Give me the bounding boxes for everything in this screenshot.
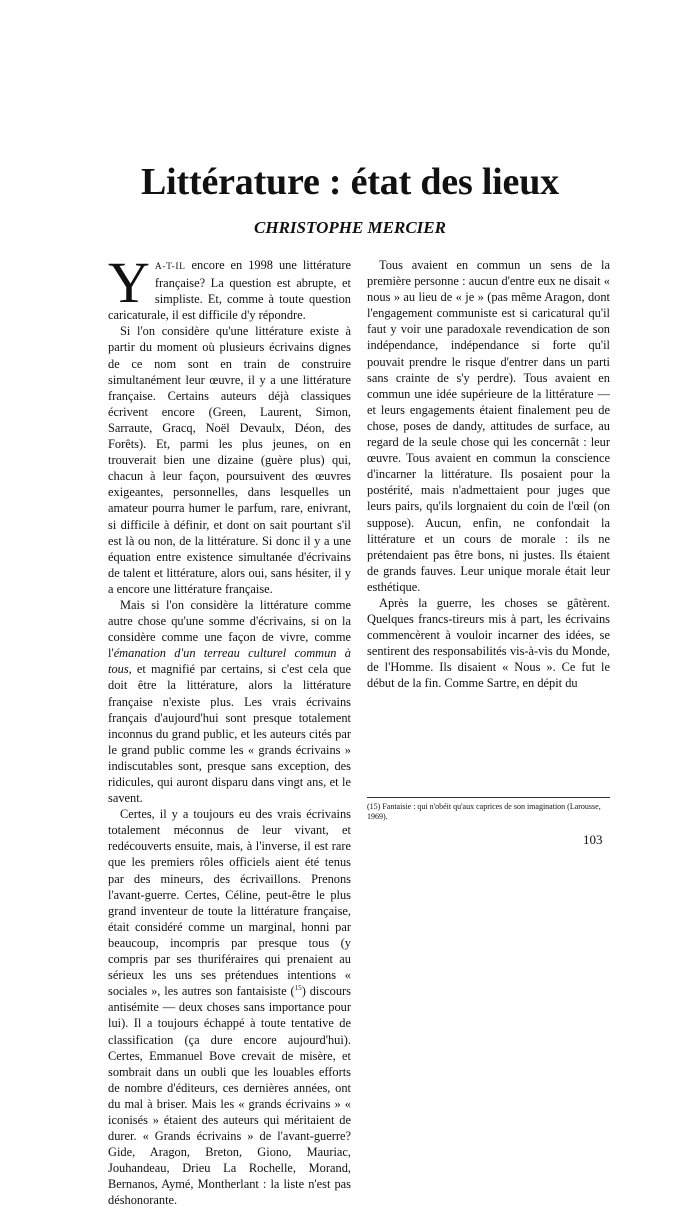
paragraph-4-text-b: ) discours antisémite — deux choses sans importance pour lui). Il a toujours échappé à toute tentative de classification (ça dure encore aujourd'hui). Certes, Emmanuel Bove crevait de misère, et sombrait dans un oubli que les louables efforts de nombre d'éditeurs, ces dernières années, ont du mal à briser. Mais les « grands écrivains » « iconisés » étaient des auteurs qui méritaient de durer. « Grands écrivains » de l'avant-guerre? Gide, Aragon, Breton, Giono, Mauriac, Jouhandeau, Drieu La Rochelle, Morand, Bernanos, Aymé, Montherlant : la liste n'est pas déshonorante. (108, 984, 351, 1208)
paragraph-4 (108, 806, 351, 1208)
article-author: CHRISTOPHE MERCIER (254, 218, 446, 237)
page-number: 103 (583, 832, 603, 847)
paragraph-5: Tous avaient en commun un sens de la première personne : aucun d'entre eux ne disait « nous » au lieu de « je » (pas même Aragon, dont l'engagement communiste est si caricatural qu'il faut y voir une paradoxale revendication de son indépendance, indépendance si forte qu'il pouvait prendre le risque d'entrer dans un parti sans crainte de s'y perdre). Tous avaient en commun une idée supérieure de la littérature — et leurs engagements étaient finalement peu de chose, poses de dandy, attitudes de surface, au regard de la seule chose qui les concernât : leur œuvre. Tous avaient en commun la conscience d'incarner la littérature. Ils posaient pour la postérité, mais n'admettaient pour juges que leurs pairs, qu'ils lorgnaient du coin de l'œil (on suppose). Aucun, enfin, ne confondait la littérature et un cours de morale : ils ne prétendaient pas être bons, ni justes. Ils étaient de grands fauves. Leur unique morale était leur esthétique. (367, 258, 610, 594)
opening-smallcaps: A-T-IL (154, 262, 186, 272)
paragraph-opening (108, 250, 351, 323)
column-left (108, 250, 351, 1209)
footnote: (15) Fantaisie : qui n'obéit qu'aux caprices de son imagination (Larousse, 1969). (367, 797, 610, 822)
drop-cap: Y (108, 250, 150, 315)
paragraph-3 (108, 597, 351, 806)
article-title: Littérature : état des lieux (141, 161, 559, 203)
footnote-ref: 15 (294, 984, 302, 993)
opening-text: encore en 1998 une littérature française? La question est abrupte, et simpliste. Et, comme à toute question caricaturale, il est difficile d'y répondre. (108, 258, 351, 323)
paragraph-3-italic: émanation d'un terreau culturel commun à tous (108, 646, 351, 677)
column-right (367, 257, 610, 692)
paragraph-6: Après la guerre, les choses se gâtèrent. Quelques francs-tireurs mis à part, les écrivains commencèrent à vouloir incarner des idées, se sentirent des responsabilités vis-à-vis du Monde, de l'Homme. Ils disaient « Nous ». Ce fut le début de la fin. Comme Sartre, en dépit du (367, 595, 610, 691)
paragraph-2: Si l'on considère qu'une littérature existe à partir du moment où plusieurs écrivains dignes de ce nom sont en train de construire simultanément leur œuvre, il y a une littérature française. Certains auteurs déjà classiques écrivent encore (Green, Laurent, Simon, Sarraute, Gracq, Noël Devaulx, Déon, des Forêts). Et, parmi les plus jeunes, on en trouverait bien une dizaine (guère plus) qui, chacun à leur façon, poursuivent des œuvres exigeantes, personnelles, dans lesquelles un amateur pourra humer le parfum, rare, enivrant, si difficile à définir, et dont on sait pourtant s'il est là ou non, de la littérature. Si donc il y a une équation entre existence simultanée d'écrivains de talent et littérature, alors oui, sans hésiter, il y a encore une littérature française. (108, 324, 351, 596)
paragraph-3-text-b: , et magnifié par certains, si c'est cela que doit être la littérature, alors la littérature française n'existe plus. Les vrais écrivains français d'aujourd'hui sont presque totalement inconnus du grand public, et les auteurs cités par le grand public comme les « grands écrivains » indiscutables sont, presque sans exception, des ridicules, qui auront disparu dans vingt ans, et le savent. (108, 662, 351, 806)
paragraph-4-text-a: Certes, il y a toujours eu des vrais écrivains totalement méconnus de leur vivant, et redécouverts ensuite, mais, à l'inverse, il est rare que les premiers rôles officiels aient été tenus par des mineurs, des écrivaillons. Prenons l'avant-guerre. Certes, Céline, peut-être le plus grand inventeur de toute la littérature française, était considéré comme un marginal, honni par beaucoup, incompris par presque tous (y compris par ses thuriféraires qui prenaient au sérieux les uns ses prétendues intentions « sociales », les autres son fantaisiste ( (108, 807, 351, 999)
paragraph-3-text-a: Mais si l'on considère la littérature comme autre chose qu'une somme d'écrivains, si on la considère comme une façon de vivre, comme l' (108, 597, 351, 661)
